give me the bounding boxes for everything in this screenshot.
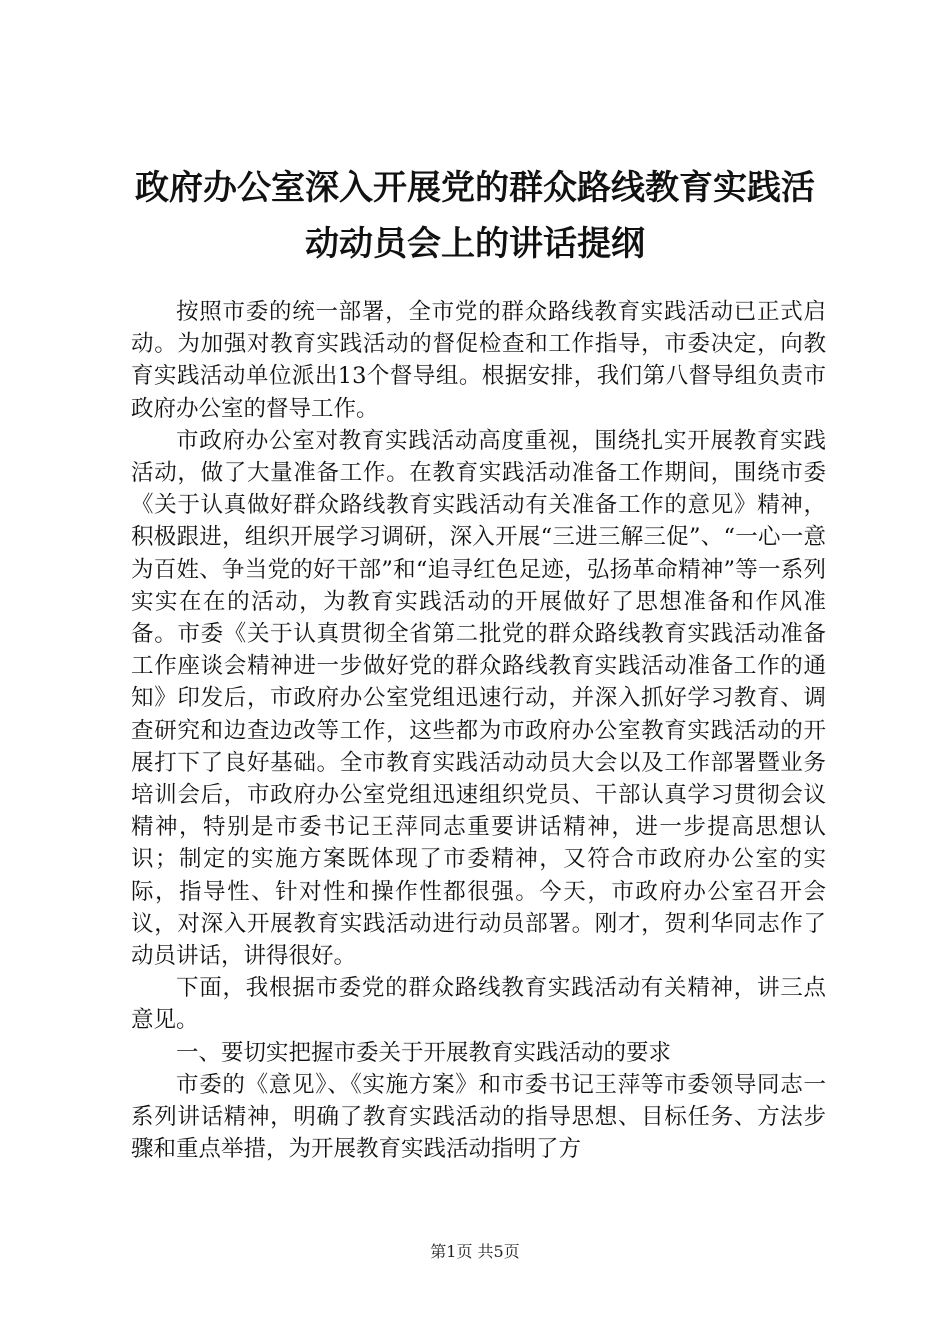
paragraph: 市委的《意见》、《实施方案》和市委书记王萍等市委领导同志一系列讲话精神，明确了教育实践活动的指导思想、目标任务、方法步骤和重点举措，为开展教育实践活动指明了方 <box>131 1071 826 1163</box>
paragraph: 市政府办公室对教育实践活动高度重视，围绕扎实开展教育实践活动，做了大量准备工作。在教育实践活动准备工作期间，围绕市委《关于认真做好群众路线教育实践活动有关准备工作的意见》精神，积极跟进，组织开展学习调研，深入开展“三进三解三促”、“一心一意为百姓、争当党的好干部”和“追寻红色足迹，弘扬革命精神”等一系列实实在在的活动，为教育实践活动的开展做好了思想准备和作风准备。市委《关于认真贯彻全省第二批党的群众路线教育实践活动准备工作座谈会精神进一步做好党的群众路线教育实践活动准备工作的通知》印发后，市政府办公室党组迅速行动，并深入抓好学习教育、调查研究和边查边改等工作，这些都为市政府办公室教育实践活动的开展打下了良好基础。全市教育实践活动动员大会以及工作部署暨业务培训会后，市政府办公室党组迅速组织党员、干部认真学习贯彻会议精神，特别是市委书记王萍同志重要讲话精神，进一步提高思想认识；制定的实施方案既体现了市委精神，又符合市政府办公室的实际，指导性、针对性和操作性都很强。今天，市政府办公室召开会议，对深入开展教育实践活动进行动员部署。刚才，贺利华同志作了动员讲话，讲得很好。 <box>131 427 826 970</box>
document-body <box>131 296 826 1165</box>
paragraph: 按照市委的统一部署，全市党的群众路线教育实践活动已正式启动。为加强对教育实践活动的督促检查和工作指导，市委决定，向教育实践活动单位派出13个督导组。根据安排，我们第八督导组负责市政府办公室的督导工作。 <box>131 299 826 422</box>
section-heading: 一、要切实把握市委关于开展教育实践活动的要求 <box>176 1039 672 1066</box>
document-title: 政府办公室深入开展党的群众路线教育实践活动动员会上的讲话提纲 <box>135 168 815 264</box>
paragraph: 下面，我根据市委党的群众路线教育实践活动有关精神，讲三点意见。 <box>131 975 826 1034</box>
page-footer: 第1页 共5页 <box>430 1242 520 1261</box>
